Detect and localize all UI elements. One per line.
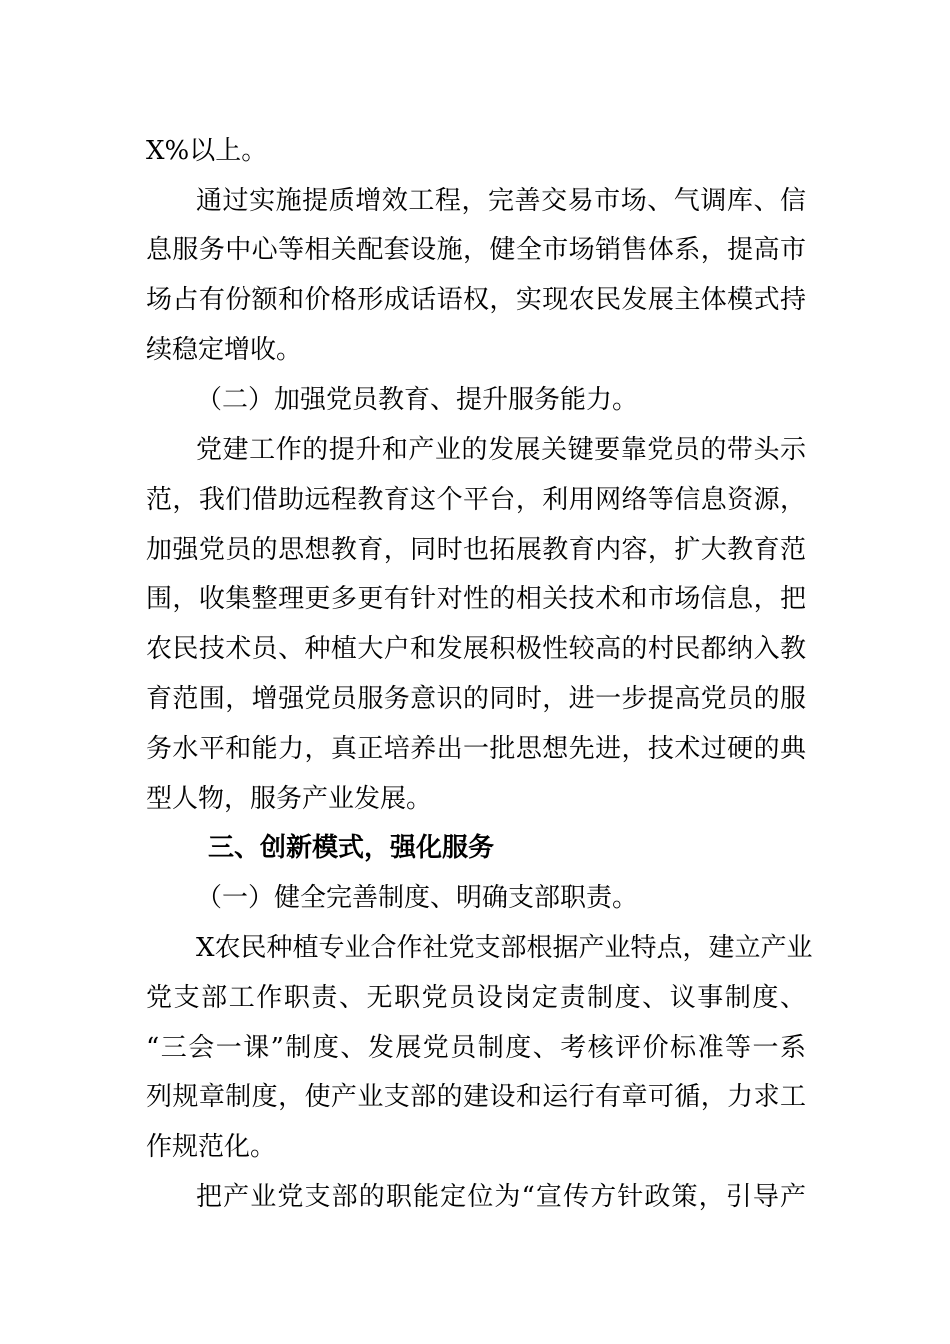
paragraph-line: 农民技术员、种植大户和发展积极性较高的村民都纳入教 <box>146 634 806 664</box>
paragraph-line: 党建工作的提升和产业的发展关键要靠党员的带头示 <box>196 435 806 465</box>
subheading: （二）加强党员教育、提升服务能力。 <box>196 385 639 415</box>
paragraph-line: 把产业党支部的职能定位为“宣传方针政策，引导产 <box>196 1182 806 1212</box>
paragraph-line: 育范围，增强党员服务意识的同时，进一步提高党员的服 <box>146 684 806 714</box>
paragraph-line: 范，我们借助远程教育这个平台，利用网络等信息资源， <box>146 485 806 515</box>
paragraph-line: 息服务中心等相关配套设施，健全市场销售体系，提高市 <box>146 235 806 265</box>
section-heading: 三、创新模式，强化服务 <box>208 833 495 863</box>
paragraph-line: 续稳定增收。 <box>146 335 303 365</box>
paragraph-line: X农民种植专业合作社党支部根据产业特点，建立产业 <box>196 933 813 963</box>
subheading: （一）健全完善制度、明确支部职责。 <box>196 883 639 913</box>
paragraph-line: 党支部工作职责、无职党员设岗定责制度、议事制度、 <box>146 983 806 1013</box>
paragraph-line: 场占有份额和价格形成话语权，实现农民发展主体模式持 <box>146 285 806 315</box>
paragraph-line: 围，收集整理更多更有针对性的相关技术和市场信息，把 <box>146 584 806 614</box>
paragraph-line: 务水平和能力，真正培养出一批思想先进，技术过硬的典 <box>146 734 806 764</box>
paragraph-line: 列规章制度，使产业支部的建设和运行有章可循，力求工 <box>146 1082 806 1112</box>
paragraph-line: 通过实施提质增效工程，完善交易市场、气调库、信 <box>196 186 806 216</box>
paragraph-line: 型人物，服务产业发展。 <box>146 784 433 814</box>
paragraph-line: “三会一课”制度、发展党员制度、考核评价标准等一系 <box>146 1033 806 1063</box>
paragraph-line: 作规范化。 <box>146 1132 277 1162</box>
paragraph-line: 加强党员的思想教育，同时也拓展教育内容，扩大教育范 <box>146 535 806 565</box>
paragraph-line: X%以上。 <box>146 136 268 166</box>
